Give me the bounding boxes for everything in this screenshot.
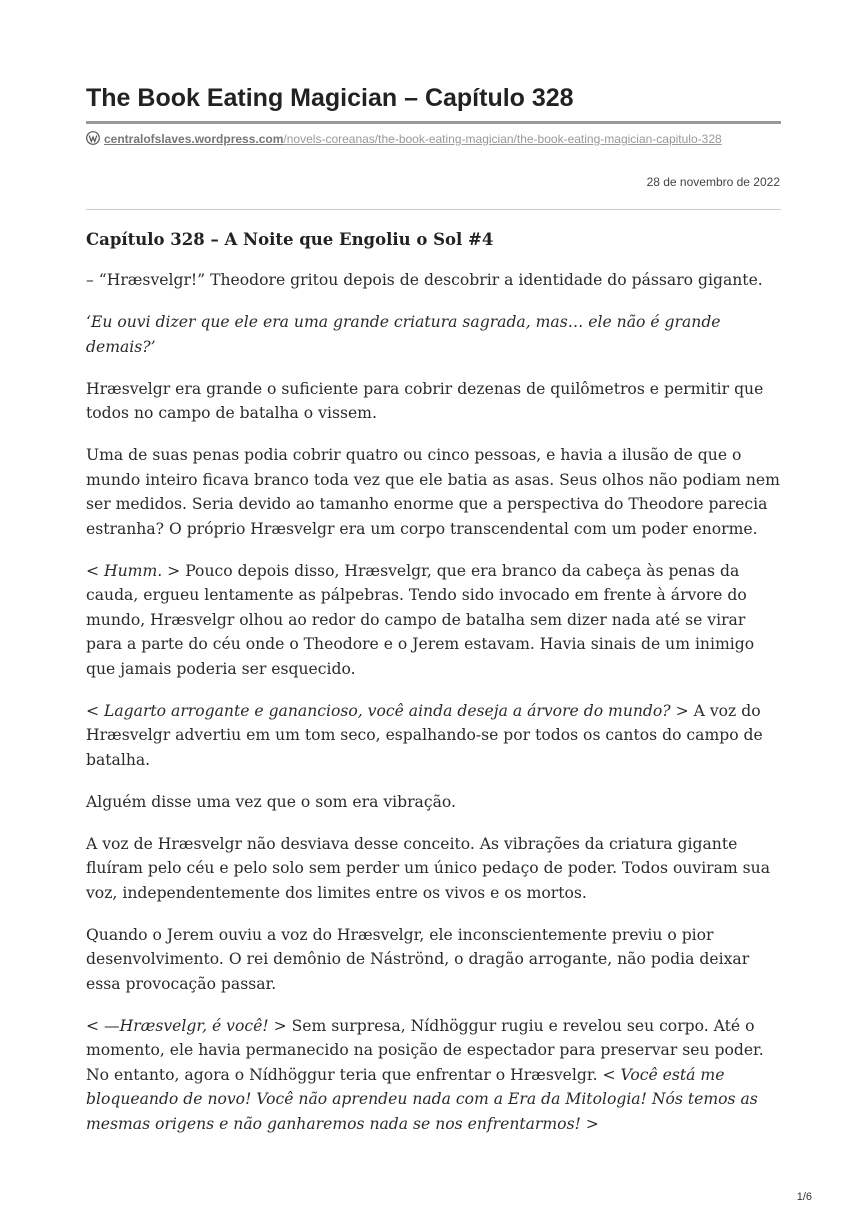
paragraph: Uma de suas penas podia cobrir quatro ou cinco pessoas, e havia a ilusão de que o mundo inteiro ficava branco toda vez que ele batia as asas. Seus olhos não podiam nem ser medidos. Seria devido ao tamanho enorme que a perspectiva do Theodore parecia estranha? O próprio Hræsvelgr era um corpo transcendental com um poder enorme. bbox=[86, 446, 780, 538]
publish-date: 28 de novembro de 2022 bbox=[646, 175, 780, 189]
chapter-heading: Capítulo 328 – A Noite que Engoliu o Sol #4 bbox=[86, 230, 494, 249]
paragraph: Quando o Jerem ouviu a voz do Hræsvelgr, ele inconscientemente previu o pior desenvolvimento. O rei demônio de Náströnd, o dragão arrogante, não podia deixar essa provocação passar. bbox=[86, 925, 750, 993]
text-span: < bbox=[86, 561, 105, 580]
paragraph: Hræsvelgr era grande o suficiente para cobrir dezenas de quilômetros e permitir que todos no campo de batalha o vissem. bbox=[86, 379, 764, 422]
page-number: 1/6 bbox=[796, 1191, 812, 1203]
text-span: > Pouco depois disso, Hræsvelgr, que era branco da cabeça às penas da cauda, ergueu lentamente as pálpebras. Tendo sido invocado em frente à árvore do mundo, Hræsvelgr olhou ao redor do campo de batalha sem dizer nada até se virar para a parte do céu onde o Theodore e o Jerem estavam. Havia sinais de um inimigo que jamais poderia ser esquecido. bbox=[86, 561, 755, 678]
text-span: > Sem surpresa, Nídhöggur rugiu e revelou seu corpo. Até o momento, ele havia permanecido na posição de espectador para preservar seu poder. No entanto, agora o Nídhöggur teria que enfrentar o Hræsvelgr. < bbox=[86, 1016, 764, 1084]
source-path-link[interactable]: /novels-coreanas/the-book-eating-magician/the-book-eating-magician-capitulo-328 bbox=[283, 132, 722, 146]
paragraph bbox=[86, 699, 786, 773]
text-span: > bbox=[580, 1114, 599, 1133]
page-title: The Book Eating Magician – Capítulo 328 bbox=[86, 84, 574, 112]
source-domain-link[interactable]: centralofslaves.wordpress.com bbox=[104, 132, 284, 146]
paragraph bbox=[86, 559, 786, 682]
paragraph-italic bbox=[86, 310, 786, 359]
text-span: < bbox=[86, 1016, 105, 1035]
paragraph: – “Hræsvelgr!” Theodore gritou depois de descobrir a identidade do pássaro gigante. bbox=[86, 271, 763, 289]
text-span: < bbox=[86, 701, 105, 720]
header-divider bbox=[86, 209, 781, 210]
thought-text: ‘Eu ouvi dizer que ele era uma grande criatura sagrada, mas… ele não é grande demais?’ bbox=[86, 313, 721, 356]
paragraph bbox=[86, 1014, 786, 1137]
speech-text: Humm. bbox=[104, 561, 163, 580]
paragraph: A voz de Hræsvelgr não desviava desse conceito. As vibrações da criatura gigante fluíram pelo céu e pelo solo sem perder um único pedaço de poder. Todos ouviram sua voz, independentemente dos limites entre os vivos e os mortos. bbox=[86, 834, 771, 902]
article-body bbox=[86, 228, 786, 1154]
source-line bbox=[86, 130, 776, 148]
paragraph: Alguém disse uma vez que o som era vibração. bbox=[86, 792, 456, 811]
wordpress-icon bbox=[86, 131, 100, 145]
speech-text: Você está me bloqueando de novo! Você não aprendeu nada com a Era da Mitologia! Nós temos as mesmas origens e não ganharemos nada se nos enfrentarmos! bbox=[86, 1065, 758, 1133]
text-span: > A voz do Hræsvelgr advertiu em um tom seco, espalhando-se por todos os cantos do campo de batalha. bbox=[86, 701, 763, 769]
title-divider bbox=[86, 121, 781, 124]
speech-text: Lagarto arrogante e ganancioso, você ainda deseja a árvore do mundo? bbox=[104, 701, 671, 720]
speech-text: —Hræsvelgr, é você! bbox=[104, 1016, 269, 1035]
